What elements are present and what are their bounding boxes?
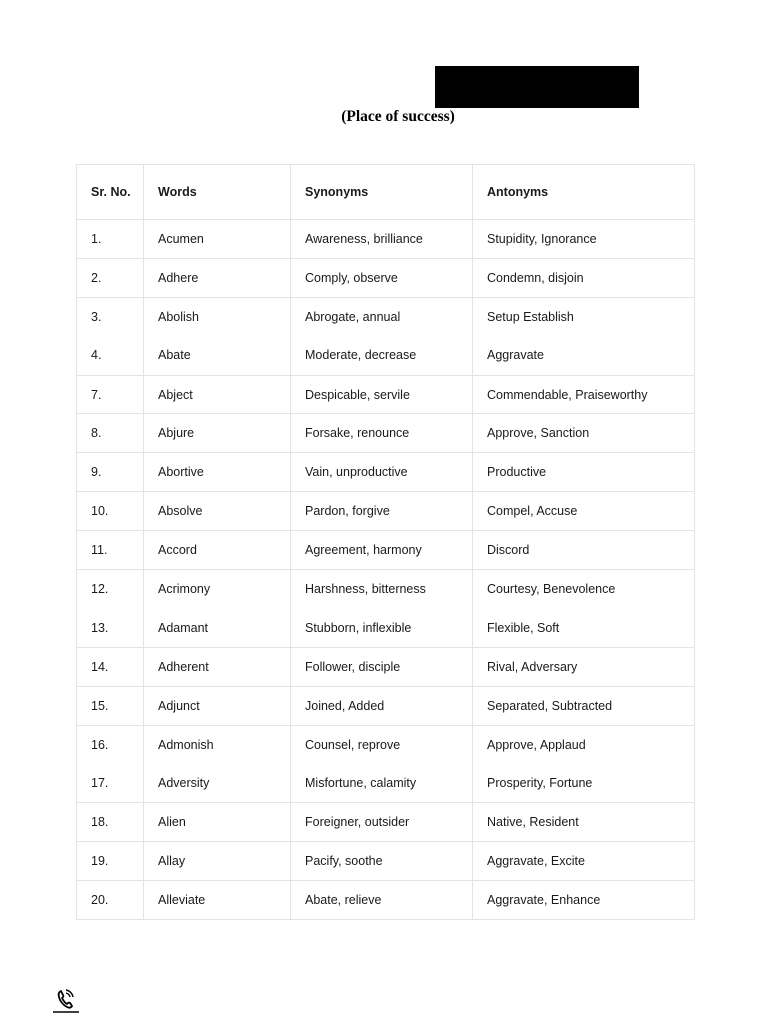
header-words: Words <box>144 165 291 220</box>
cell-synonyms: Moderate, decrease <box>291 336 473 375</box>
cell-word: Adherent <box>144 647 291 686</box>
cell-antonyms: Courtesy, Benevolence <box>473 570 695 609</box>
cell-word: Admonish <box>144 725 291 764</box>
vocabulary-table <box>76 164 695 920</box>
cell-sr: 9. <box>77 453 144 492</box>
table-row <box>77 608 695 647</box>
cell-word: Acumen <box>144 220 291 259</box>
cell-synonyms: Joined, Added <box>291 686 473 725</box>
cell-antonyms: Aggravate, Excite <box>473 842 695 881</box>
cell-sr: 13. <box>77 608 144 647</box>
cell-synonyms: Foreigner, outsider <box>291 803 473 842</box>
header-sr-no: Sr. No. <box>77 165 144 220</box>
cell-antonyms: Aggravate <box>473 336 695 375</box>
cell-antonyms: Aggravate, Enhance <box>473 881 695 920</box>
table-row <box>77 414 695 453</box>
header-antonyms: Antonyms <box>473 165 695 220</box>
table-row <box>77 842 695 881</box>
table-row <box>77 725 695 764</box>
table-row <box>77 492 695 531</box>
cell-sr: 2. <box>77 258 144 297</box>
phone-icon <box>53 988 79 1013</box>
page-subtitle: (Place of success) <box>341 108 455 125</box>
cell-antonyms: Prosperity, Fortune <box>473 764 695 803</box>
cell-word: Abate <box>144 336 291 375</box>
table-body <box>77 220 695 920</box>
cell-antonyms: Approve, Sanction <box>473 414 695 453</box>
cell-antonyms: Setup Establish <box>473 297 695 336</box>
cell-sr: 15. <box>77 686 144 725</box>
cell-antonyms: Native, Resident <box>473 803 695 842</box>
cell-synonyms: Follower, disciple <box>291 647 473 686</box>
table-row <box>77 220 695 259</box>
cell-antonyms: Productive <box>473 453 695 492</box>
cell-word: Abolish <box>144 297 291 336</box>
cell-word: Accord <box>144 531 291 570</box>
cell-synonyms: Pardon, forgive <box>291 492 473 531</box>
cell-antonyms: Commendable, Praiseworthy <box>473 375 695 414</box>
cell-sr: 3. <box>77 297 144 336</box>
table-row <box>77 764 695 803</box>
table-row <box>77 297 695 336</box>
cell-sr: 19. <box>77 842 144 881</box>
cell-antonyms: Rival, Adversary <box>473 647 695 686</box>
cell-synonyms: Comply, observe <box>291 258 473 297</box>
cell-synonyms: Awareness, brilliance <box>291 220 473 259</box>
cell-antonyms: Stupidity, Ignorance <box>473 220 695 259</box>
cell-synonyms: Stubborn, inflexible <box>291 608 473 647</box>
cell-word: Abortive <box>144 453 291 492</box>
cell-word: Allay <box>144 842 291 881</box>
cell-sr: 11. <box>77 531 144 570</box>
table-row <box>77 881 695 920</box>
cell-word: Adjunct <box>144 686 291 725</box>
cell-word: Abjure <box>144 414 291 453</box>
table-row <box>77 647 695 686</box>
table-row <box>77 375 695 414</box>
cell-sr: 18. <box>77 803 144 842</box>
cell-word: Adamant <box>144 608 291 647</box>
cell-synonyms: Counsel, reprove <box>291 725 473 764</box>
table-row <box>77 803 695 842</box>
cell-sr: 8. <box>77 414 144 453</box>
cell-word: Absolve <box>144 492 291 531</box>
table-header-row <box>77 165 695 220</box>
table-row <box>77 258 695 297</box>
cell-synonyms: Abrogate, annual <box>291 297 473 336</box>
cell-word: Abject <box>144 375 291 414</box>
cell-antonyms: Flexible, Soft <box>473 608 695 647</box>
cell-sr: 10. <box>77 492 144 531</box>
table-row <box>77 570 695 609</box>
cell-sr: 17. <box>77 764 144 803</box>
cell-synonyms: Pacify, soothe <box>291 842 473 881</box>
cell-synonyms: Despicable, servile <box>291 375 473 414</box>
cell-antonyms: Discord <box>473 531 695 570</box>
cell-synonyms: Misfortune, calamity <box>291 764 473 803</box>
cell-word: Acrimony <box>144 570 291 609</box>
table-row <box>77 453 695 492</box>
cell-synonyms: Forsake, renounce <box>291 414 473 453</box>
cell-word: Alien <box>144 803 291 842</box>
cell-sr: 16. <box>77 725 144 764</box>
cell-antonyms: Approve, Applaud <box>473 725 695 764</box>
redacted-title-block <box>435 66 639 108</box>
cell-sr: 4. <box>77 336 144 375</box>
cell-synonyms: Vain, unproductive <box>291 453 473 492</box>
cell-sr: 14. <box>77 647 144 686</box>
cell-antonyms: Separated, Subtracted <box>473 686 695 725</box>
cell-sr: 20. <box>77 881 144 920</box>
table-row <box>77 531 695 570</box>
cell-word: Alleviate <box>144 881 291 920</box>
cell-synonyms: Abate, relieve <box>291 881 473 920</box>
cell-antonyms: Condemn, disjoin <box>473 258 695 297</box>
cell-antonyms: Compel, Accuse <box>473 492 695 531</box>
cell-sr: 12. <box>77 570 144 609</box>
cell-synonyms: Agreement, harmony <box>291 531 473 570</box>
cell-word: Adversity <box>144 764 291 803</box>
table-row <box>77 336 695 375</box>
cell-sr: 1. <box>77 220 144 259</box>
cell-word: Adhere <box>144 258 291 297</box>
header-synonyms: Synonyms <box>291 165 473 220</box>
cell-sr: 7. <box>77 375 144 414</box>
table-row <box>77 686 695 725</box>
cell-synonyms: Harshness, bitterness <box>291 570 473 609</box>
